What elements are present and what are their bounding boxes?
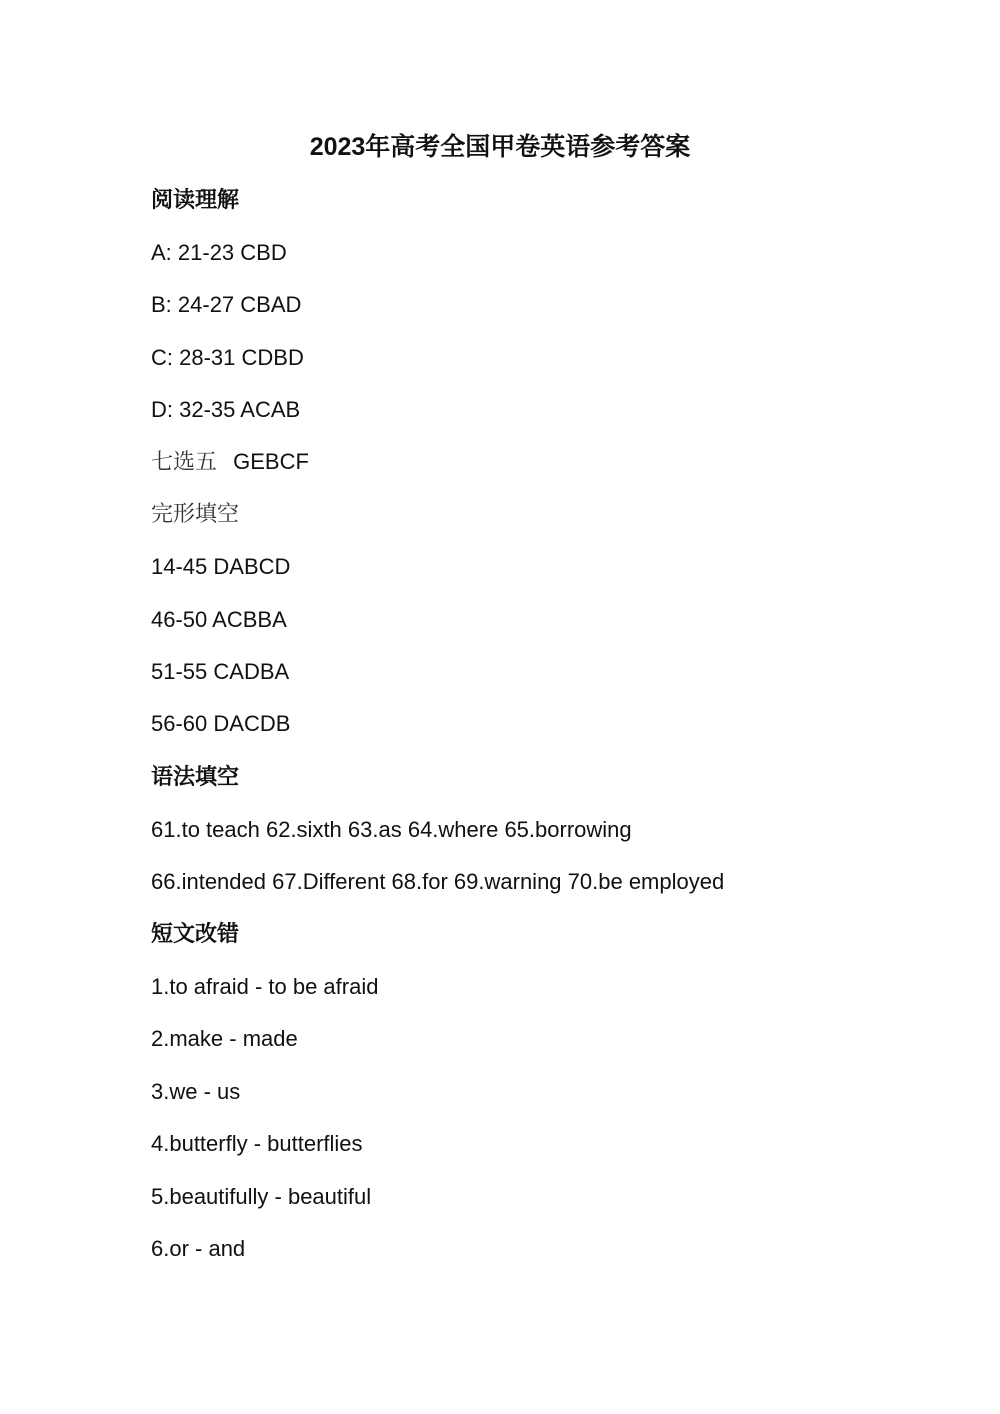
- grammar-heading: 语法填空: [151, 764, 240, 789]
- correction-answer-6: 6.or - and: [151, 1236, 246, 1261]
- correction-heading: 短文改错: [151, 921, 240, 946]
- cloze-answer-3: 51-55 CADBA: [151, 659, 290, 684]
- correction-answer-2: 2.make - made: [151, 1026, 298, 1051]
- cloze-heading: 完形填空: [151, 502, 240, 527]
- correction-answer-4: 4.butterfly - butterflies: [151, 1131, 363, 1156]
- reading-answer-b: B: 24-27 CBAD: [151, 292, 302, 317]
- correction-answer-3: 3.we - us: [151, 1079, 241, 1104]
- reading-answer-d: D: 32-35 ACAB: [151, 397, 301, 422]
- reading-answer-c: C: 28-31 CDBD: [151, 345, 304, 370]
- correction-answer-5: 5.beautifully - beautiful: [151, 1184, 372, 1209]
- grammar-answer-2: 66.intended 67.Different 68.for 69.warning 70.be employed: [151, 869, 725, 894]
- cloze-answer-4: 56-60 DACDB: [151, 711, 291, 736]
- cloze-answer-1: 14-45 DABCD: [151, 554, 291, 579]
- seven-choose-five-answer: GEBCF: [233, 449, 309, 474]
- correction-answer-1: 1.to afraid - to be afraid: [151, 974, 379, 999]
- seven-choose-five-label: 七选五: [151, 450, 218, 475]
- page-title: 2023年高考全国甲卷英语参考答案: [309, 133, 691, 161]
- reading-answer-a: A: 21-23 CBD: [151, 240, 287, 265]
- cloze-answer-2: 46-50 ACBBA: [151, 607, 287, 632]
- grammar-answer-1: 61.to teach 62.sixth 63.as 64.where 65.borrowing: [151, 817, 632, 842]
- seven-choose-five-row: [151, 447, 309, 478]
- reading-heading: 阅读理解: [151, 187, 240, 212]
